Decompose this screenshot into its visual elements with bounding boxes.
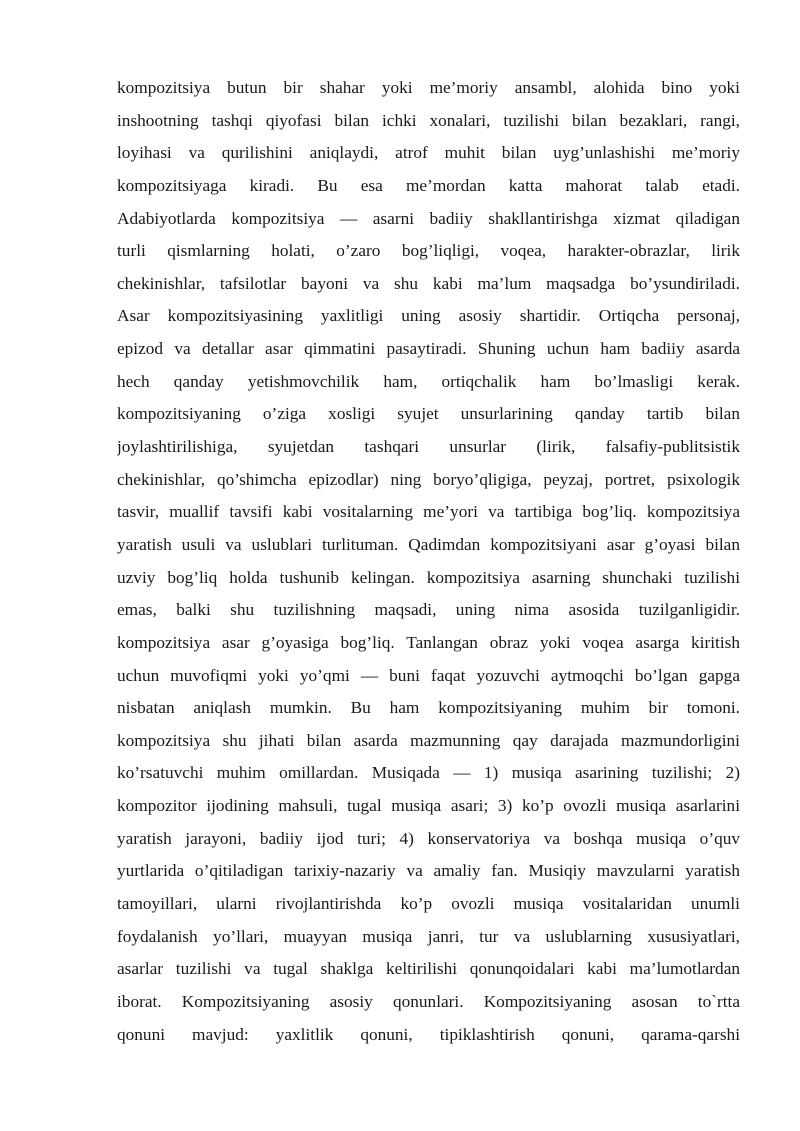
text-line: chekinishlar, tafsilotlar bayoni va shu kabi ma’lum maqsadga bo’ysundiriladi. xyxy=(117,273,740,293)
text-line: epizod va detallar asar qimmatini pasaytiradi. Shuning uchun ham badiiy asarda xyxy=(117,339,740,359)
text-line: Adabiyotlarda kompozitsiya — asarni badiiy shakllantirishga xizmat qiladigan xyxy=(117,208,740,228)
text-line: joylashtirilishiga, syujetdan tashqari unsurlar (lirik, falsafiy-publitsistik xyxy=(117,437,740,457)
text-line: foydalanish yo’llari, muayyan musiqa janri, tur va uslublarning xususiyatlari, xyxy=(117,926,740,946)
text-line: kompozitor ijodining mahsuli, tugal musiqa asari; 3) ko’p ovozli musiqa asarlarini xyxy=(117,796,740,816)
text-line: Asar kompozitsiyasining yaxlitligi uning asosiy shartidir. Ortiqcha personaj, xyxy=(117,306,740,326)
text-line: qonuni mavjud: yaxlitlik qonuni, tipiklashtirish qonuni, qarama-qarshi xyxy=(117,1024,740,1044)
text-line: kompozitsiya butun bir shahar yoki me’moriy ansambl, alohida bino yoki xyxy=(117,78,740,97)
text-line: turli qismlarning holati, o’zaro bog’liqligi, voqea, harakter-obrazlar, lirik xyxy=(117,241,740,261)
text-line: kompozitsiya asar g’oyasiga bog’liq. Tanlangan obraz yoki voqea asarga kiritish xyxy=(117,632,740,652)
body-text xyxy=(117,72,740,1051)
text-line: kompozitsiya shu jihati bilan asarda mazmunning qay darajada mazmundorligini xyxy=(117,730,740,750)
text-line: yaratish usuli va uslublari turlituman. Qadimdan kompozitsiyani asar g’oyasi bilan xyxy=(117,534,740,554)
text-line: yurtlarida o’qitiladigan tarixiy-nazariy va amaliy fan. Musiqiy mavzularni yaratish xyxy=(117,861,740,881)
text-line: uchun muvofiqmi yoki yo’qmi — buni faqat yozuvchi aytmoqchi bo’lgan gapga xyxy=(117,665,740,685)
text-line: tamoyillari, ularni rivojlantirishda ko’p ovozli musiqa vositalaridan unumli xyxy=(117,894,740,914)
text-line: asarlar tuzilishi va tugal shaklga keltirilishi qonunqoidalari kabi ma’lumotlardan xyxy=(117,959,740,979)
text-line: kompozitsiyaga kiradi. Bu esa me’mordan katta mahorat talab etadi. xyxy=(117,175,740,195)
text-line: nisbatan aniqlash mumkin. Bu ham kompozitsiyaning muhim bir tomoni. xyxy=(117,698,740,718)
text-line: tasvir, muallif tavsifi kabi vositalarning me’yori va tartibiga bog’liq. kompozitsiya xyxy=(117,502,740,522)
text-line: chekinishlar, qo’shimcha epizodlar) ning boryo’qligiga, peyzaj, portret, psixologik xyxy=(117,469,740,489)
text-line: loyihasi va qurilishini aniqlaydi, atrof muhit bilan uyg’unlashishi me’moriy xyxy=(117,143,740,163)
text-line: iborat. Kompozitsiyaning asosiy qonunlari. Kompozitsiyaning asosan to`rtta xyxy=(117,991,740,1011)
text-line: yaratish jarayoni, badiiy ijod turi; 4) konservatoriya va boshqa musiqa o’quv xyxy=(117,828,740,848)
text-line: kompozitsiyaning o’ziga xosligi syujet unsurlarining qanday tartib bilan xyxy=(117,404,740,424)
text-line: ko’rsatuvchi muhim omillardan. Musiqada — 1) musiqa asarining tuzilishi; 2) xyxy=(117,763,740,783)
text-line: inshootning tashqi qiyofasi bilan ichki xonalari, tuzilishi bilan bezaklari, rangi, xyxy=(117,110,740,130)
text-line: emas, balki shu tuzilishning maqsadi, uning nima asosida tuzilganligidir. xyxy=(117,600,740,620)
text-line: hech qanday yetishmovchilik ham, ortiqchalik ham bo’lmasligi kerak. xyxy=(117,371,740,391)
text-line: uzviy bog’liq holda tushunib kelingan. kompozitsiya asarning shunchaki tuzilishi xyxy=(117,567,740,587)
